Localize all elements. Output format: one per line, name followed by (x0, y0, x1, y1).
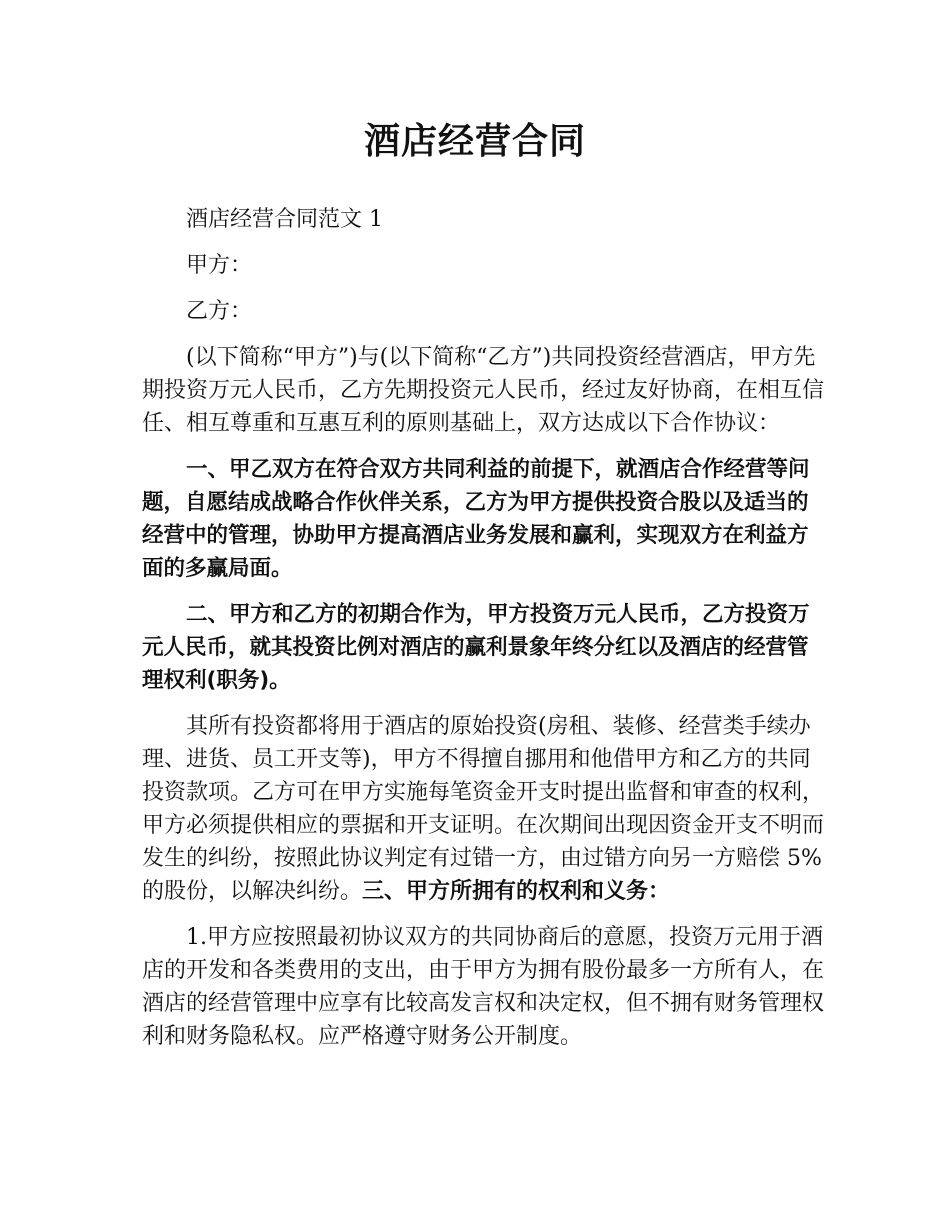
clause-1-paragraph: 一、甲乙双方在符合双方共同利益的前提下，就酒店合作经营等问题，自愿结成战略合作伙伴关系，乙方为甲方提供投资合股以及适当的经营中的管理，协助甲方提高酒店业务发展和赢利，实现双方在利益方面的多赢局面。 (142, 457, 810, 581)
investment-paragraph (142, 710, 828, 908)
investment-text: 其所有投资都将用于酒店的原始投资(房租、装修、经营类手续办理、进货、员工开支等)，甲方不得擅自挪用和他借甲方和乙方的共同投资款项。乙方可在甲方实施每笔资金开支时提出监督和审查的权利，甲方必须提供相应的票据和开支证明。在次期间出现因资金开支不明而发生的纠纷，按照此协议判定有过错一方，由过错方向另一方赔偿 5%的股份，以解决纠纷。 (142, 714, 825, 904)
intro-paragraph: (以下简称“甲方”)与(以下简称“乙方”)共同投资经营酒店，甲方先期投资万元人民币，乙方先期投资元人民币，经过友好协商，在相互信任、相互尊重和互惠互利的原则基础上，双方达成以下合作协议： (142, 345, 825, 436)
party-a-label: 甲方： (186, 253, 253, 278)
document-subtitle: 酒店经营合同范文 1 (186, 207, 383, 232)
party-b-label: 乙方： (186, 299, 253, 324)
document-body (142, 203, 828, 1066)
clause-2-paragraph: 二、甲方和乙方的初期合作为，甲方投资万元人民币，乙方投资万元人民币，就其投资比例对酒店的赢利景象年终分红以及酒店的经营管理权利(职务)。 (142, 602, 810, 693)
item-1-paragraph: 1.甲方应按照最初协议双方的共同协商后的意愿，投资万元用于酒店的开发和各类费用的支出，由于甲方为拥有股份最多一方所有人，在酒店的经营管理中应享有比较高发言权和决定权，但不拥有财务管理权利和财务隐私权。应严格遵守财务公开制度。 (142, 925, 825, 1049)
section-3-heading: 三、甲方所拥有的权利和义务： (362, 879, 671, 904)
document-title: 酒店经营合同 (363, 121, 586, 162)
